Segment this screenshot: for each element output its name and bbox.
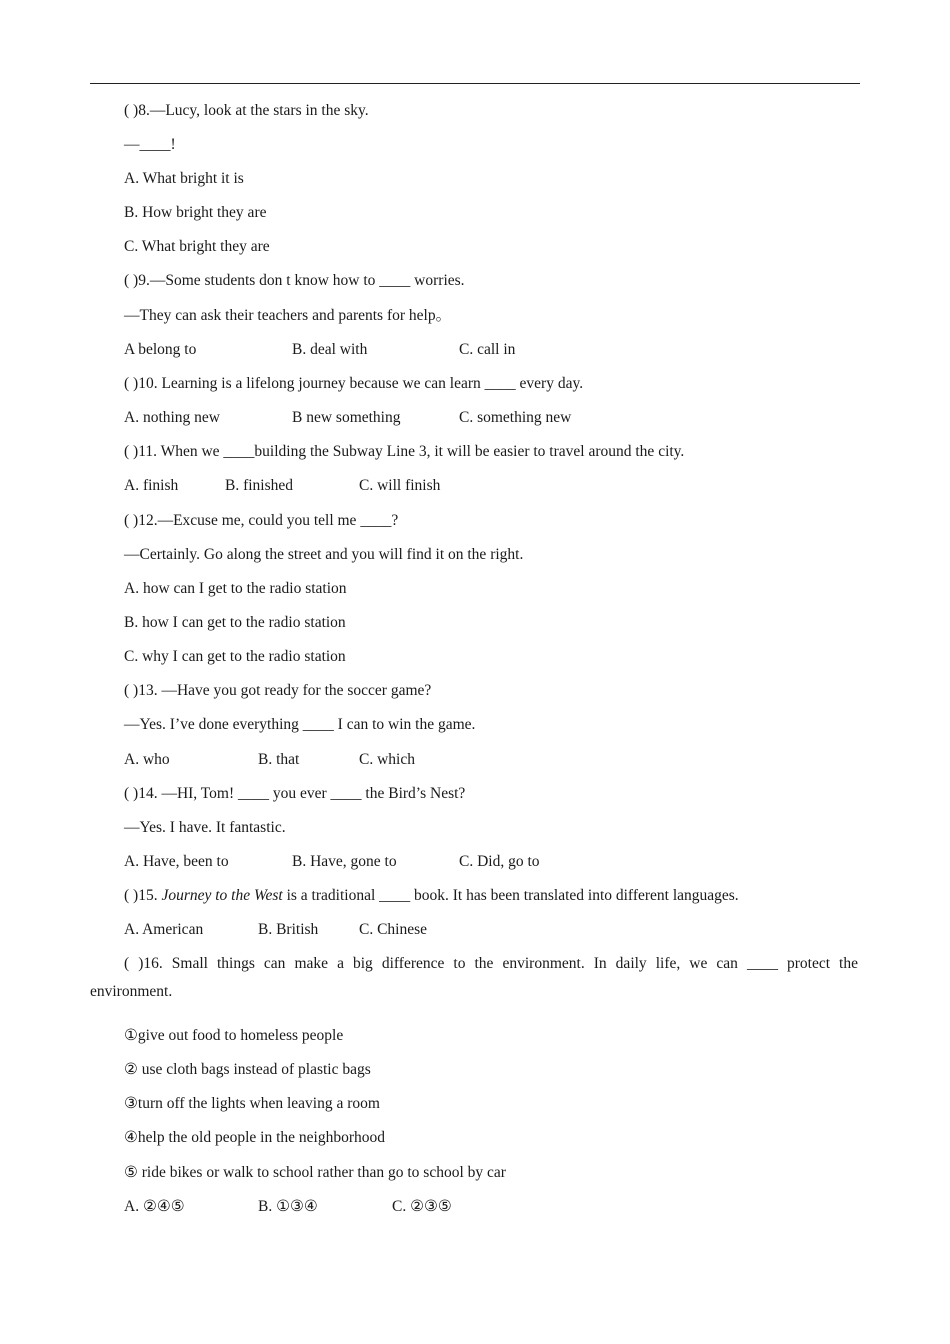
q12-option-a: A. how can I get to the radio station	[124, 580, 347, 597]
q13-option-c: C. which	[359, 751, 415, 768]
q11-stem: ( )11. When we ____building the Subway Line 3, it will be easier to travel around the city.	[124, 443, 685, 460]
q15-stem-suffix: is a traditional ____ book. It has been translated into different languages.	[282, 887, 739, 904]
q16-item-5: ⑤ ride bikes or walk to school rather than go to school by car	[124, 1164, 506, 1181]
q14-reply: —Yes. I have. It fantastic.	[124, 819, 286, 836]
q14-option-c: C. Did, go to	[459, 853, 540, 870]
q16-item-3: ③turn off the lights when leaving a room	[124, 1095, 380, 1112]
q8-option-c: C. What bright they are	[124, 238, 270, 255]
q12-option-c: C. why I can get to the radio station	[124, 648, 346, 665]
q14-stem: ( )14. —HI, Tom! ____ you ever ____ the Bird’s Nest?	[124, 785, 466, 802]
q13-stem: ( )13. —Have you got ready for the soccer game?	[124, 682, 432, 699]
q16-item-4: ④help the old people in the neighborhood	[124, 1129, 385, 1146]
q9-reply: —They can ask their teachers and parents for help。	[124, 307, 452, 324]
header-rule	[90, 83, 860, 84]
q10-option-b: B new something	[292, 409, 401, 426]
q9-stem: ( )9.—Some students don t know how to ____ worries.	[124, 272, 465, 289]
q14-option-a: A. Have, been to	[124, 853, 229, 870]
q11-option-b: B. finished	[225, 477, 294, 494]
q10-stem: ( )10. Learning is a lifelong journey because we can learn ____ every day.	[124, 375, 584, 392]
q9-option-c: C. call in	[459, 341, 516, 358]
q14-option-b: B. Have, gone to	[292, 853, 397, 870]
q9-option-b: B. deal with	[292, 341, 368, 358]
q16-stem-line1: ( )16. Small things can make a big difference to the environment. In daily life, we can ____ protect the	[124, 955, 858, 972]
q15-option-a: A. American	[124, 921, 204, 938]
q8-option-b: B. How bright they are	[124, 204, 267, 221]
q15-stem	[124, 886, 739, 906]
q15-stem-prefix: ( )15.	[124, 887, 162, 904]
q10-option-c: C. something new	[459, 409, 572, 426]
q9-option-a: A belong to	[124, 341, 197, 358]
q13-option-b: B. that	[258, 751, 300, 768]
q16-item-1: ①give out food to homeless people	[124, 1027, 344, 1044]
q12-reply: —Certainly. Go along the street and you will find it on the right.	[124, 546, 524, 563]
q16-item-2: ② use cloth bags instead of plastic bags	[124, 1061, 371, 1078]
q16-stem-line2: environment.	[90, 983, 173, 1000]
q11-option-a: A. finish	[124, 477, 179, 494]
q16-option-a: A. ②④⑤	[124, 1198, 185, 1215]
q8-stem: ( )8.—Lucy, look at the stars in the sky.	[124, 102, 369, 119]
q15-option-b: B. British	[258, 921, 319, 938]
q15-option-c: C. Chinese	[359, 921, 428, 938]
q8-option-a: A. What bright it is	[124, 170, 244, 187]
q11-option-c: C. will finish	[359, 477, 441, 494]
q13-reply: —Yes. I’ve done everything ____ I can to win the game.	[124, 716, 476, 733]
q15-book-title: Journey to the West	[161, 887, 283, 904]
q12-stem: ( )12.—Excuse me, could you tell me ____?	[124, 512, 399, 529]
q13-option-a: A. who	[124, 751, 170, 768]
q8-reply: —____!	[124, 136, 176, 153]
q16-option-b: B. ①③④	[258, 1198, 318, 1215]
q12-option-b: B. how I can get to the radio station	[124, 614, 346, 631]
q10-option-a: A. nothing new	[124, 409, 221, 426]
q16-option-c: C. ②③⑤	[392, 1198, 452, 1215]
